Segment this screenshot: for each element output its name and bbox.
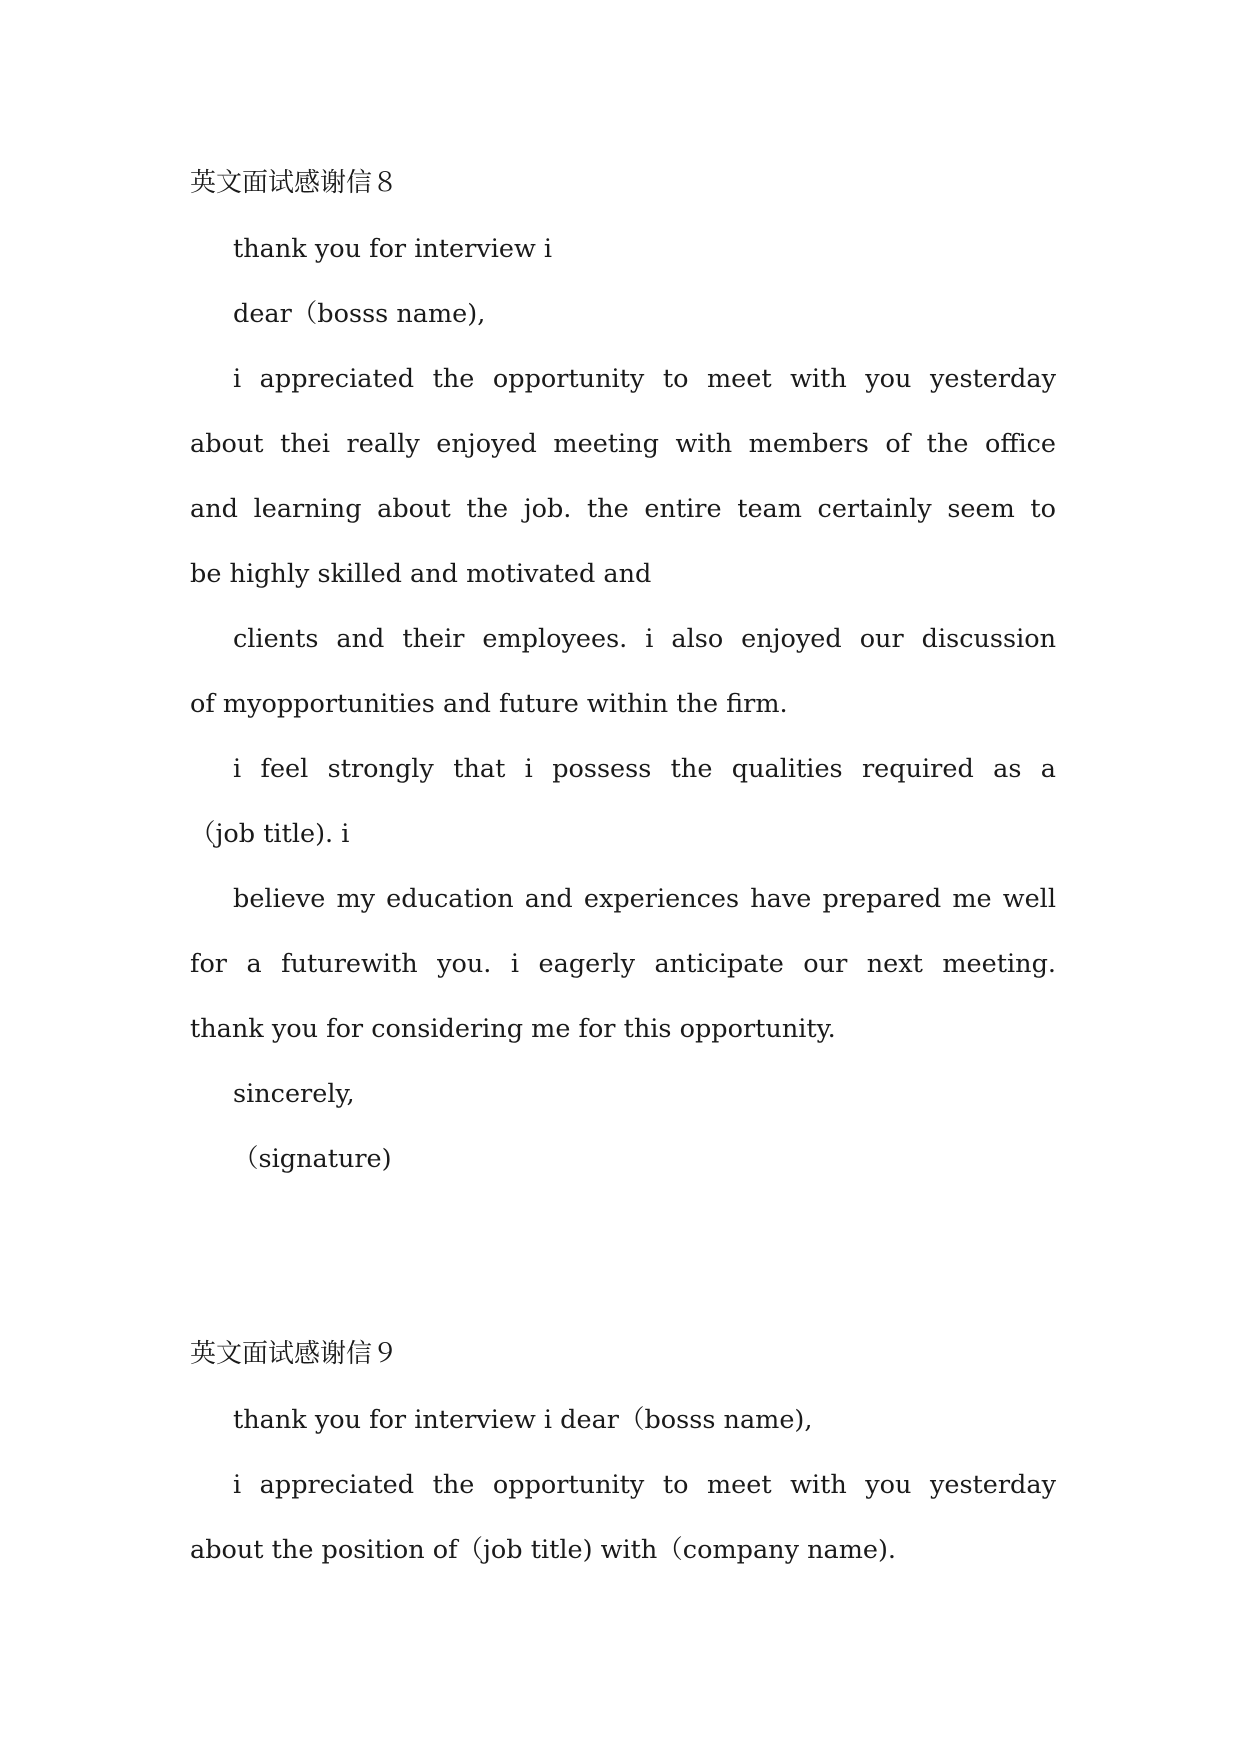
letter-subject-line: thank you for interview i (233, 234, 553, 264)
paragraph-line: and learning about the job. the entire team certainly seem to (190, 494, 1056, 524)
paragraph-line: thank you for considering me for this opportunity. (190, 1014, 836, 1044)
salutation-line: dear（bosss name), (233, 299, 486, 329)
signature-placeholder: （signature) (233, 1144, 392, 1174)
paragraph-line: be highly skilled and motivated and (190, 559, 652, 589)
paragraph-line: of myopportunities and future within the firm. (190, 689, 788, 719)
paragraph-line: about the position of（job title) with（company name). (190, 1535, 897, 1565)
paragraph-line: （job title). i (190, 819, 350, 849)
paragraph-line: for a futurewith you. i eagerly anticipate our next meeting. (190, 949, 1056, 979)
letter-subject-line: thank you for interview i dear（bosss name), (233, 1405, 813, 1435)
section-heading-8: 英文面试感谢信８ (190, 168, 399, 198)
section-heading-9: 英文面试感谢信９ (190, 1339, 399, 1369)
closing-line: sincerely, (233, 1079, 355, 1109)
paragraph-line: i appreciated the opportunity to meet with you yesterday (233, 364, 1056, 394)
paragraph-line: clients and their employees. i also enjoyed our discussion (233, 624, 1056, 654)
paragraph-line: about thei really enjoyed meeting with members of the office (190, 429, 1056, 459)
paragraph-line: i feel strongly that i possess the qualities required as a (233, 754, 1056, 784)
paragraph-line: i appreciated the opportunity to meet with you yesterday (233, 1470, 1056, 1500)
paragraph-line: believe my education and experiences have prepared me well (233, 884, 1056, 914)
